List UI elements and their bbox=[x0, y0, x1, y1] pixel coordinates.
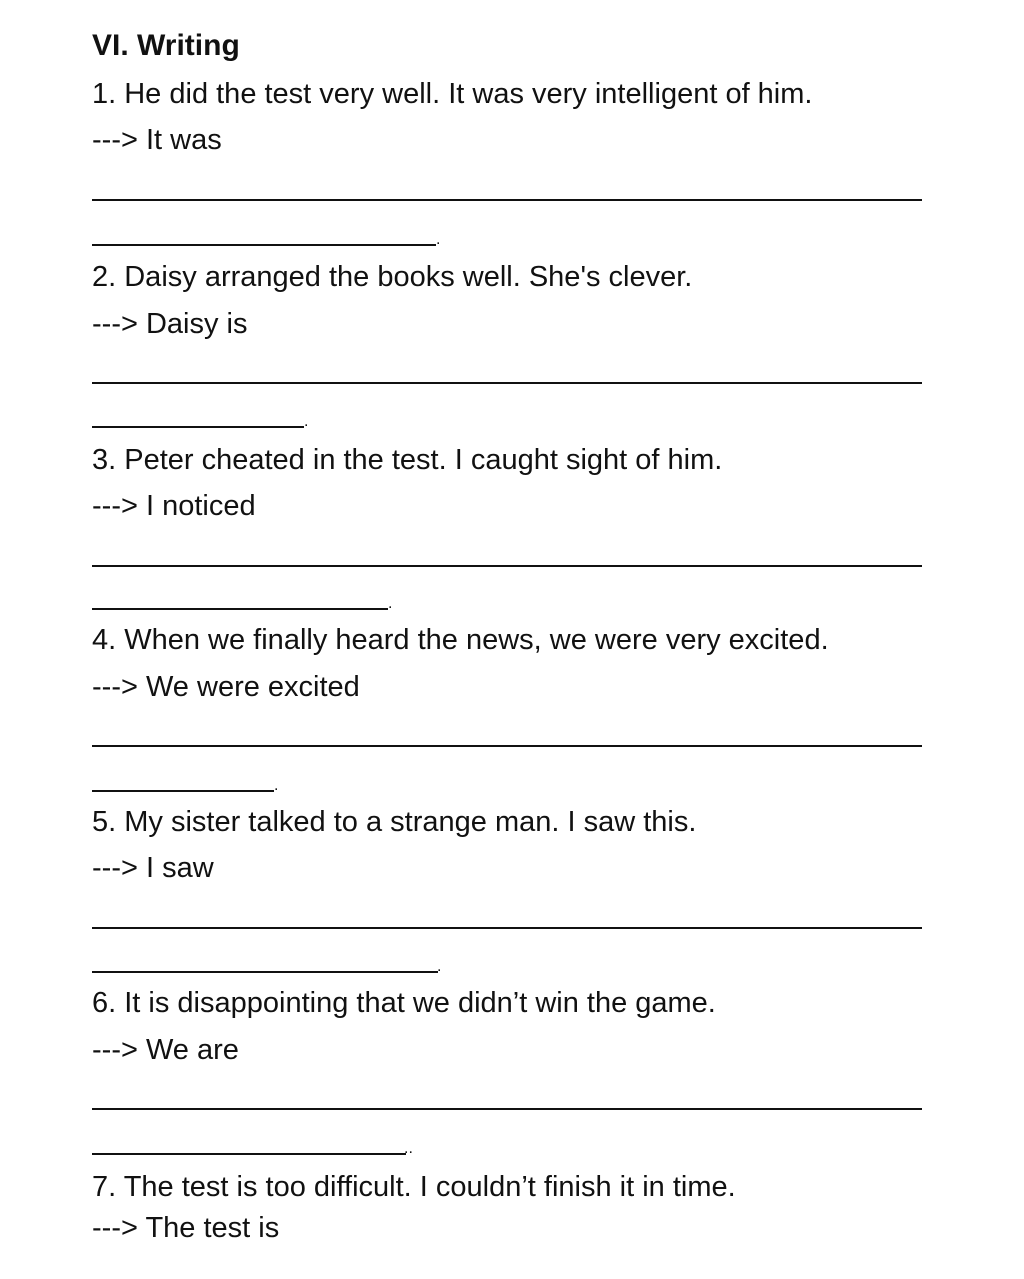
question-7-text: 7. The test is too difficult. I couldn’t finish it in time. bbox=[92, 1171, 736, 1203]
question-1-answer-line-1 bbox=[92, 199, 922, 201]
question-1-end-mark: . bbox=[436, 231, 441, 248]
question-2-prompt: ---> Daisy is bbox=[92, 308, 248, 340]
question-6-text: 6. It is disappointing that we didn’t win the game. bbox=[92, 987, 716, 1019]
question-2-end-mark: . bbox=[304, 413, 309, 430]
question-7-prompt: ---> The test is bbox=[92, 1212, 280, 1244]
question-6-answer-line-2 bbox=[92, 1153, 406, 1155]
question-6-end-mark: .. bbox=[404, 1140, 413, 1157]
question-5-end-mark: . bbox=[437, 958, 442, 975]
question-3-end-mark: . bbox=[388, 595, 393, 612]
question-4-answer-line-2 bbox=[92, 790, 274, 792]
question-5-answer-line-1 bbox=[92, 927, 922, 929]
question-4-end-mark: . bbox=[274, 777, 279, 794]
question-5-prompt: ---> I saw bbox=[92, 852, 214, 884]
question-3-text: 3. Peter cheated in the test. I caught sight of him. bbox=[92, 444, 723, 476]
question-3-answer-line-2 bbox=[92, 608, 388, 610]
question-5-text: 5. My sister talked to a strange man. I saw this. bbox=[92, 806, 697, 838]
question-2-answer-line-2 bbox=[92, 426, 304, 428]
question-3-answer-line-1 bbox=[92, 565, 922, 567]
question-4-prompt: ---> We were excited bbox=[92, 671, 360, 703]
section-title: VI. Writing bbox=[92, 29, 240, 62]
question-2-text: 2. Daisy arranged the books well. She's clever. bbox=[92, 261, 693, 293]
question-1-text: 1. He did the test very well. It was very intelligent of him. bbox=[92, 78, 813, 110]
question-5-answer-line-2 bbox=[92, 971, 438, 973]
question-4-answer-line-1 bbox=[92, 745, 922, 747]
question-2-answer-line-1 bbox=[92, 382, 922, 384]
question-6-answer-line-1 bbox=[92, 1108, 922, 1110]
question-1-answer-line-2 bbox=[92, 244, 436, 246]
question-1-prompt: ---> It was bbox=[92, 124, 222, 156]
question-6-prompt: ---> We are bbox=[92, 1034, 239, 1066]
question-4-text: 4. When we finally heard the news, we were very excited. bbox=[92, 624, 829, 656]
question-3-prompt: ---> I noticed bbox=[92, 490, 256, 522]
